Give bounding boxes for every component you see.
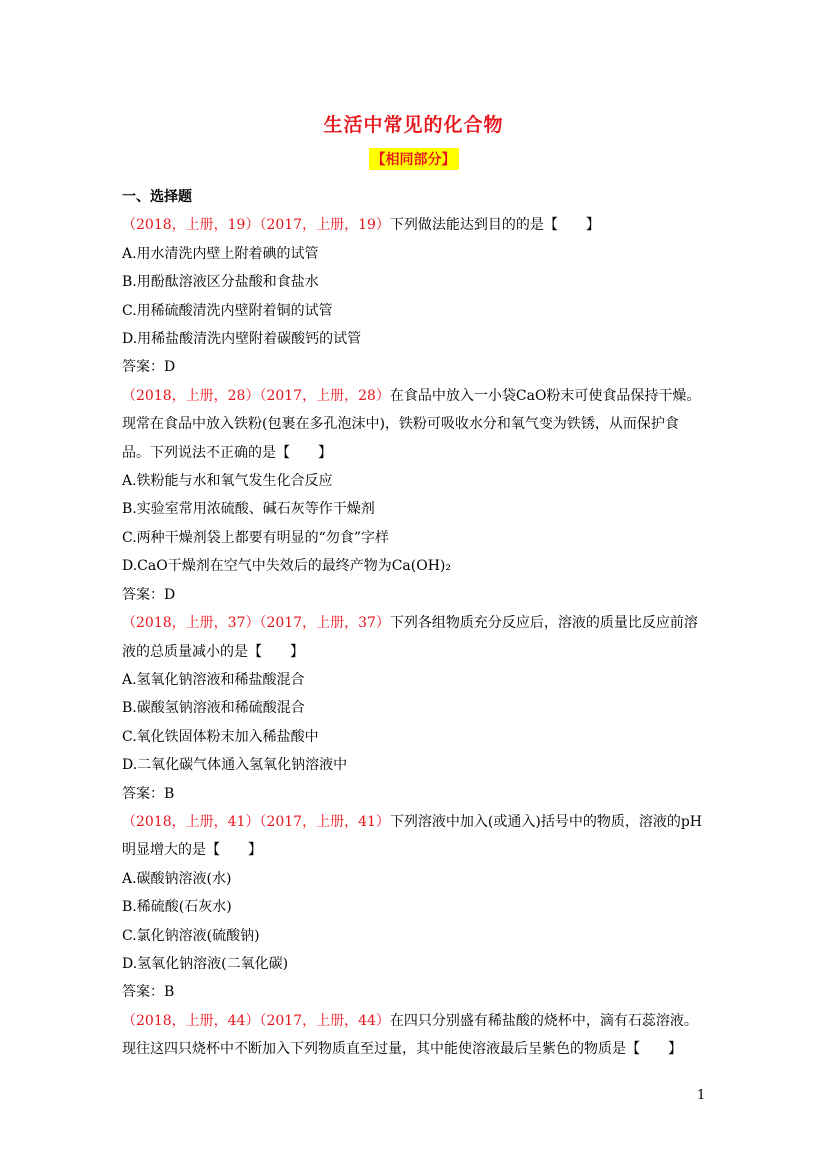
option: C.氧化铁固体粉末加入稀盐酸中 [122,728,319,745]
subtitle-wrap [0,148,827,170]
question-source: （2018，上册，41）（2017，上册，41） [122,813,390,830]
option: A.氢氧化钠溶液和稀盐酸混合 [122,671,305,688]
question-source: （2018，上册，19）（2017，上册，19） [122,217,390,234]
section-heading: 一、选择题 [122,189,192,205]
question-4 [122,808,712,1007]
question-stem: 在食品中放入一小袋CaO粉末可使食品保持干燥。 [389,387,701,404]
page-number: 1 [697,1088,706,1103]
question-2 [122,382,712,609]
option: D.氢氧化钠溶液(二氧化碳) [122,955,289,972]
page-title: 生活中常见的化合物 [323,114,504,136]
answer: 答案：D [122,359,176,376]
question-source: （2018，上册，37）（2017，上册，37） [122,615,390,632]
option: A.碳酸钠溶液(水) [122,870,232,887]
option: A.用水清洗内壁上附着碘的试管 [122,245,319,262]
question-source: （2018，上册，28）（2017，上册，28） [122,387,390,404]
question-stem-line: 液的总质量减小的是【 】 [122,643,304,660]
document-content [122,183,712,1064]
question-3 [122,609,712,808]
option: C.两种干燥剂袋上都要有明显的“勿食”字样 [122,529,389,546]
answer: 答案：B [122,984,175,1001]
option: C.氯化钠溶液(硫酸钠) [122,927,260,944]
question-stem-line: 明显增大的是【 】 [122,842,262,859]
option: B.碳酸氢钠溶液和稀硫酸混合 [122,700,305,717]
option: B.稀硫酸(石灰水) [122,899,232,916]
question-stem: 下列各组物质充分反应后，溶液的质量比反应前溶 [389,615,698,632]
option: C.用稀硫酸清洗内壁附着铜的试管 [122,302,333,319]
question-stem: 下列做法能达到目的的是【 】 [389,217,600,234]
question-stem: 在四只分别盛有稀盐酸的烧杯中，滴有石蕊溶液。 [389,1012,698,1029]
subtitle: 【相同部分】 [369,148,459,170]
question-stem-line: 品。下列说法不正确的是【 】 [122,444,332,461]
answer: 答案：D [122,586,176,603]
option: A.铁粉能与水和氧气发生化合反应 [122,473,333,490]
option: D.CaO干燥剂在空气中失效后的最终产物为Ca(OH)₂ [122,558,451,575]
answer: 答案：B [122,785,175,802]
question-stem: 下列溶液中加入(或通入)括号中的物质，溶液的pH [389,813,702,830]
question-1 [122,211,712,381]
option: B.实验室常用浓硫酸、碱石灰等作干燥剂 [122,501,375,518]
option: D.用稀盐酸清洗内壁附着碳酸钙的试管 [122,331,362,348]
question-source: （2018，上册，44）（2017，上册，44） [122,1012,390,1029]
option: B.用酚酞溶液区分盐酸和食盐水 [122,274,319,291]
question-stem-line: 现往这四只烧杯中不断加入下列物质直至过量，其中能使溶液最后呈紫色的物质是【 】 [122,1041,682,1058]
question-stem-line: 现常在食品中放入铁粉(包裹在多孔泡沫中)，铁粉可吸收水分和氧气变为铁锈，从而保护食 [122,416,679,433]
question-5 [122,1007,712,1064]
option: D.二氧化碳气体通入氢氧化钠溶液中 [122,757,348,774]
